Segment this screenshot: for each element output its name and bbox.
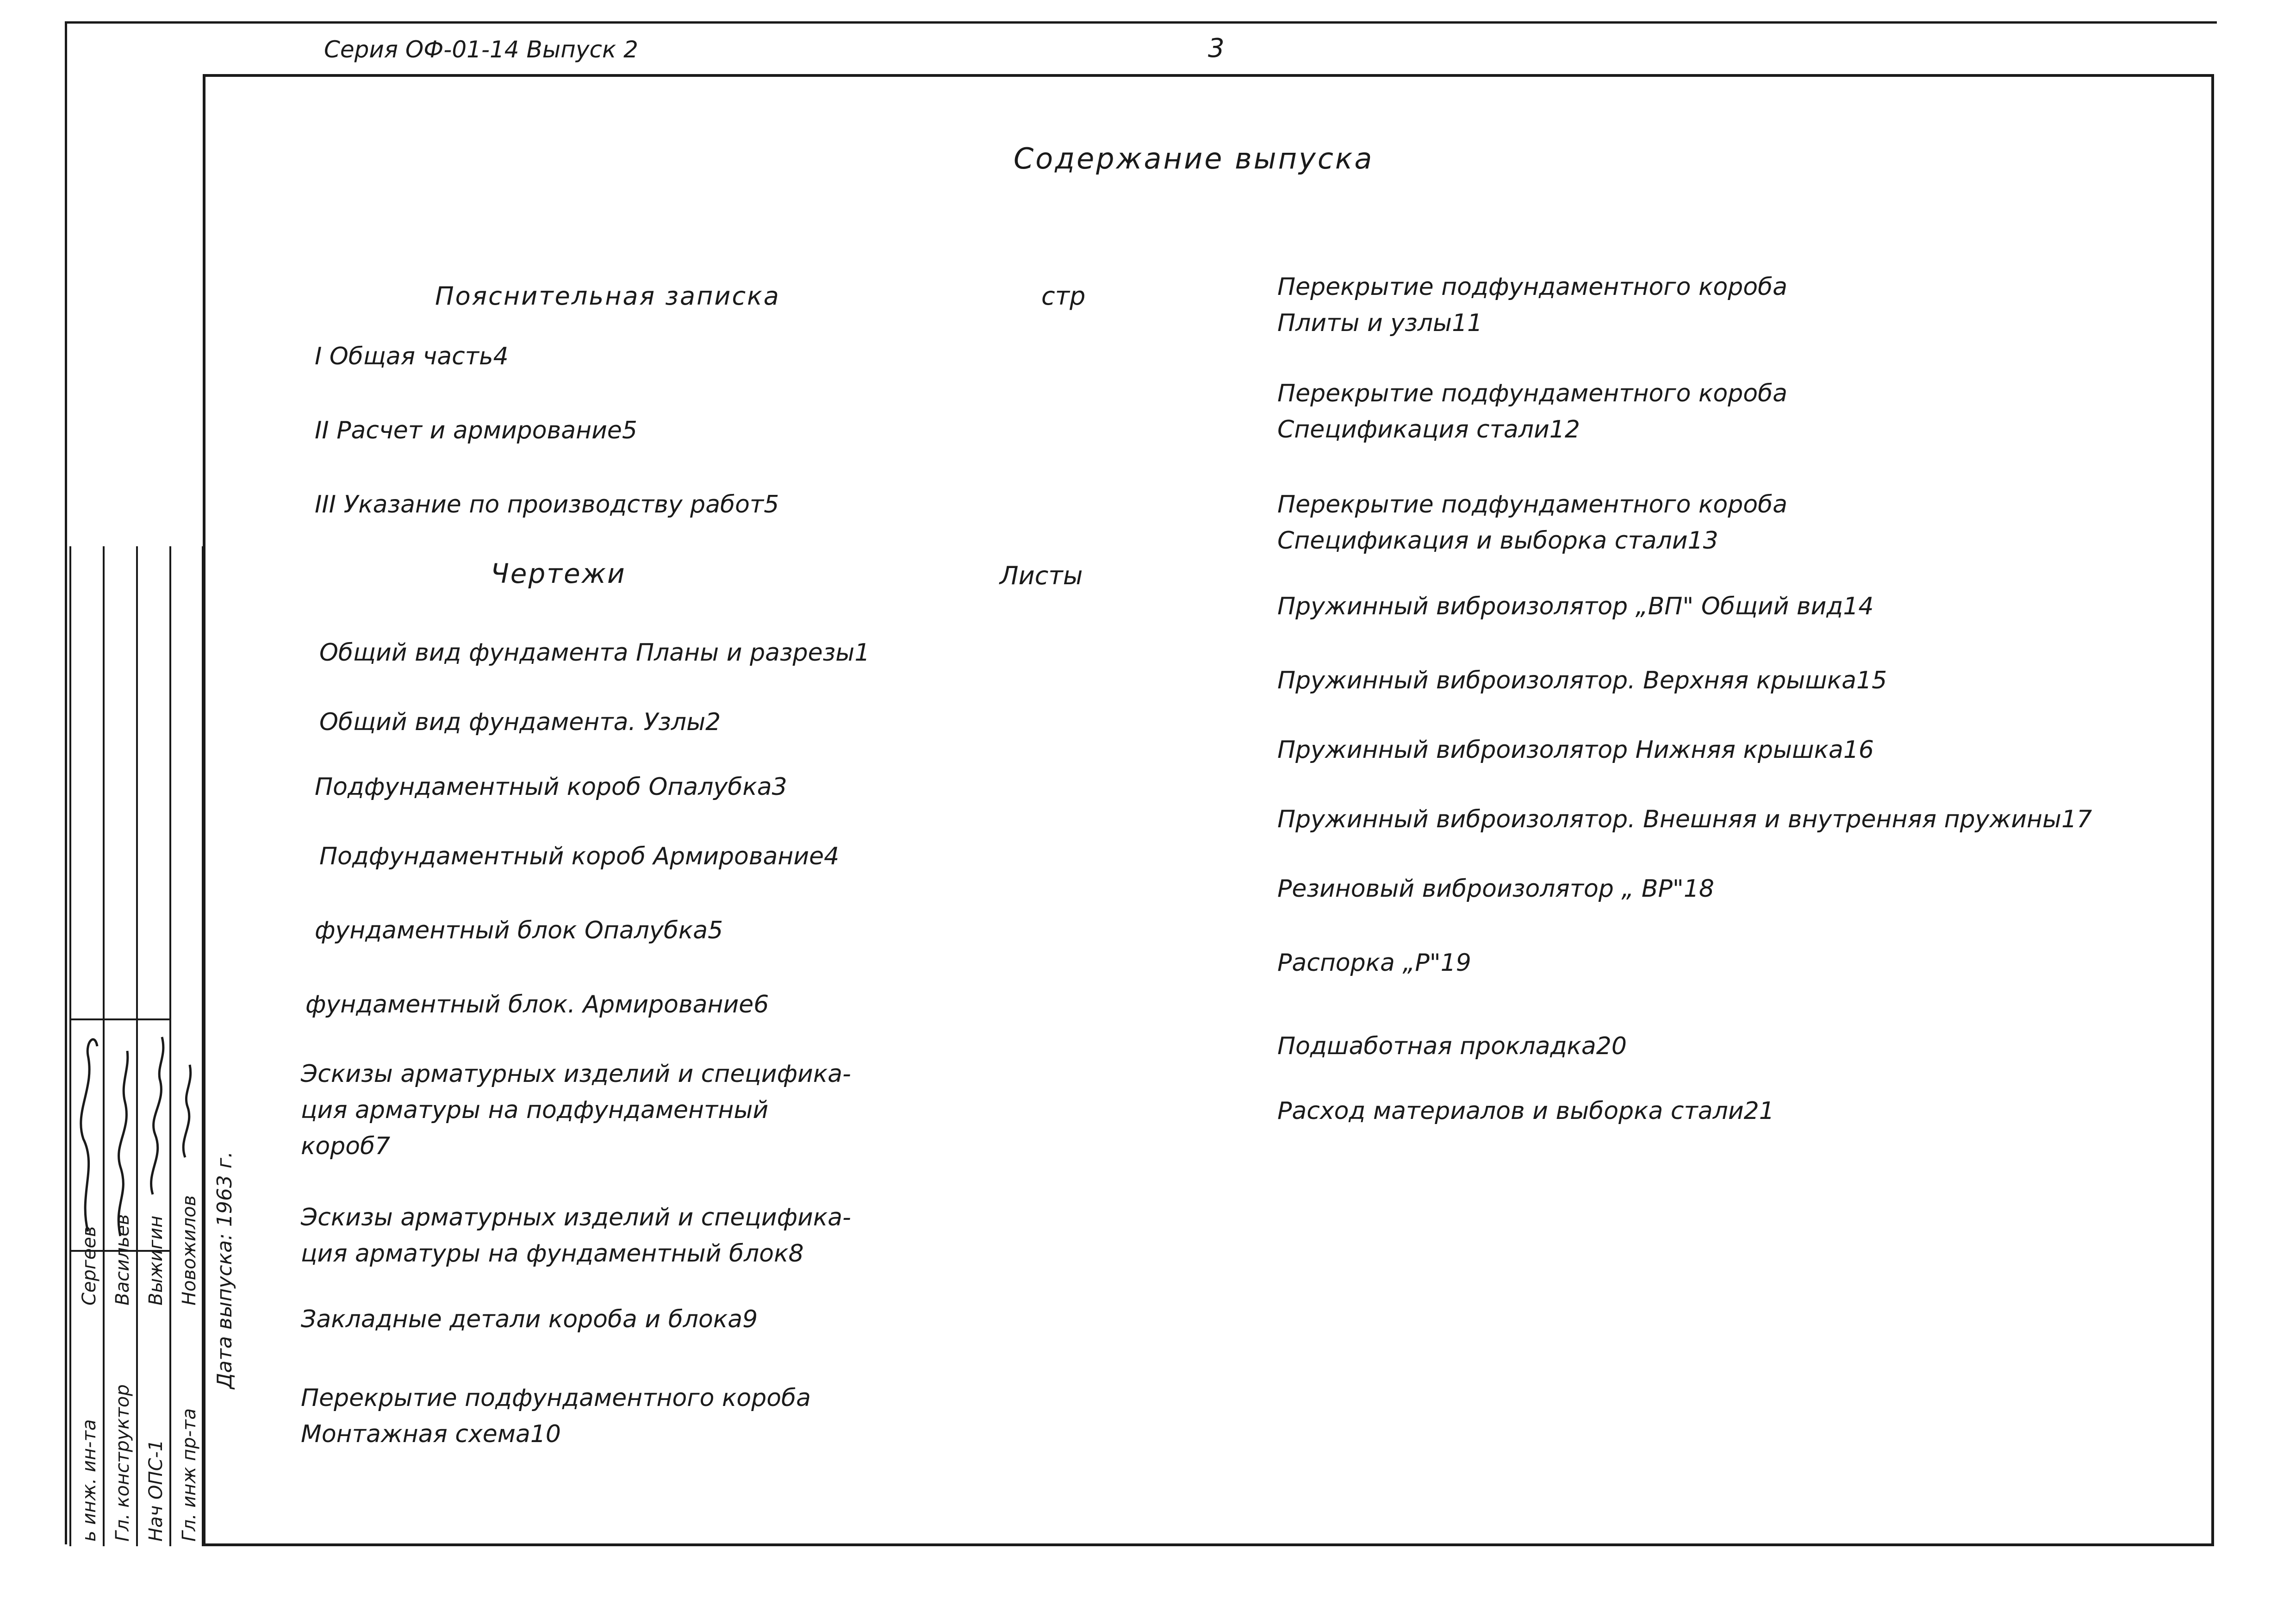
toc-page-number: 5 — [764, 491, 779, 518]
toc-page-number: 13 — [1687, 527, 1718, 555]
right-entry — [1277, 273, 2083, 337]
note-column-label: стр — [1041, 281, 1086, 311]
right-entry — [1277, 380, 2083, 443]
drawing-entry — [301, 1060, 1092, 1160]
toc-page-number: 21 — [1743, 1097, 1774, 1125]
right-entry — [1277, 667, 2083, 694]
toc-entry-label: I Общая часть — [315, 343, 493, 370]
toc-line-text: Перекрытие подфундаментного короба — [1277, 491, 1787, 518]
toc-line-text: Перекрытие подфундаментного короба — [301, 1384, 811, 1412]
drawing-entry — [315, 773, 1092, 801]
toc-page-number: 20 — [1596, 1032, 1627, 1060]
drawing-entry — [315, 917, 1092, 944]
toc-entry-label: фундаментный блок. Армирование — [305, 991, 754, 1018]
toc-page-number: 9 — [742, 1305, 758, 1333]
stamp-name: Выжигин — [145, 1215, 167, 1305]
stamp-date: Дата выпуска: 1963 г. — [213, 1151, 236, 1389]
toc-entry-label: короб — [301, 1132, 375, 1160]
toc-page-number: 14 — [1843, 593, 1874, 620]
toc-page-number: 5 — [622, 417, 637, 444]
stamp-name: Васильев — [112, 1214, 133, 1305]
toc-line-text: ция арматуры на подфундаментный — [301, 1096, 769, 1124]
toc-page-number: 6 — [753, 991, 769, 1018]
left-border-line — [65, 21, 67, 1544]
toc-entry-label: Спецификация стали — [1277, 416, 1549, 443]
signature-scribbles — [69, 1018, 204, 1241]
toc-entry-label: Общий вид фундамента. Узлы — [319, 708, 706, 736]
toc-page-number: 15 — [1856, 667, 1887, 694]
drawings-column-label: Листы — [1000, 561, 1083, 590]
toc-entry-label: Пружинный виброизолятор Нижняя крышка — [1277, 736, 1843, 764]
right-entry — [1277, 1097, 2083, 1125]
toc-page-number: 4 — [824, 843, 840, 870]
drawing-entry — [319, 843, 1092, 870]
page-number: 3 — [1208, 33, 1225, 63]
note-entry — [315, 417, 1083, 444]
toc-page-number: 1 — [854, 639, 870, 667]
toc-entry-label: Подфундаментный короб Армирование — [319, 843, 824, 870]
toc-page-number: 4 — [493, 343, 509, 370]
toc-entry-label: Общий вид фундамента Планы и разрезы — [319, 639, 855, 667]
right-entry — [1277, 806, 2092, 833]
drawing-entry — [301, 1204, 1092, 1268]
toc-entry-label: Плиты и узлы — [1277, 309, 1452, 337]
toc-page-number: 2 — [705, 708, 721, 736]
toc-entry-label: Подфундаментный короб Опалубка — [315, 773, 772, 801]
toc-entry-label: Спецификация и выборка стали — [1277, 527, 1688, 555]
right-entry — [1277, 875, 2083, 903]
drawing-entry — [319, 639, 1092, 667]
toc-entry-label: ция арматуры на фундаментный блок — [301, 1240, 789, 1268]
toc-page-number: 19 — [1440, 949, 1471, 977]
toc-entry-label: Распорка „Р" — [1277, 949, 1441, 977]
note-heading: Пояснительная записка — [435, 281, 780, 311]
toc-entry-label: III Указание по производству работ — [315, 491, 764, 518]
toc-page-number: 16 — [1843, 736, 1874, 764]
toc-entry-label: Пружинный виброизолятор „ВП" Общий вид — [1277, 593, 1843, 620]
right-entry — [1277, 736, 2083, 764]
right-entry — [1277, 949, 2083, 977]
toc-page-number: 3 — [772, 773, 787, 801]
toc-page-number: 10 — [530, 1420, 561, 1448]
toc-entry-label: Пружинный виброизолятор. Внешняя и внутренняя пружины — [1277, 806, 2062, 833]
note-entry — [315, 491, 1083, 518]
toc-page-number: 17 — [2061, 806, 2092, 833]
stamp-role: ь инж. ин-та — [79, 1419, 100, 1542]
title-stamp — [69, 546, 236, 1546]
toc-entry-label: Монтажная схема — [301, 1420, 530, 1448]
toc-page-number: 8 — [788, 1240, 804, 1268]
stamp-role: Нач ОПС-1 — [145, 1439, 167, 1542]
right-entry — [1277, 491, 2083, 555]
series-label: Серия ОФ-01-14 Выпуск 2 — [324, 36, 638, 63]
right-entry — [1277, 593, 2083, 620]
toc-page-number: 11 — [1452, 309, 1483, 337]
toc-page-number: 7 — [375, 1132, 391, 1160]
toc-entry-label: Закладные детали короба и блока — [301, 1305, 743, 1333]
toc-line-text: Эскизы арматурных изделий и специфика- — [301, 1060, 851, 1088]
note-entry — [315, 343, 1083, 370]
toc-line-text: Эскизы арматурных изделий и специфика- — [301, 1204, 851, 1231]
toc-page-number: 12 — [1549, 416, 1580, 443]
toc-entry-label: Подшаботная прокладка — [1277, 1032, 1596, 1060]
toc-page-number: 18 — [1683, 875, 1714, 903]
toc-entry-label: Пружинный виброизолятор. Верхняя крышка — [1277, 667, 1857, 694]
drawing-entry — [301, 1305, 1092, 1333]
right-entry — [1277, 1032, 2083, 1060]
page-title: Содержание выпуска — [1014, 142, 1374, 175]
toc-entry-label: Резиновый виброизолятор „ ВР" — [1277, 875, 1684, 903]
drawing-entry — [301, 1384, 1092, 1448]
stamp-name: Сергеев — [79, 1226, 100, 1305]
stamp-role: Гл. инж пр-та — [179, 1408, 200, 1542]
toc-entry-label: II Расчет и армирование — [315, 417, 622, 444]
toc-line-text: Перекрытие подфундаментного короба — [1277, 273, 1787, 301]
toc-page-number: 5 — [708, 917, 723, 944]
toc-entry-label: фундаментный блок Опалубка — [315, 917, 708, 944]
stamp-role: Гл. конструктор — [112, 1384, 133, 1542]
toc-entry-label: Расход материалов и выборка стали — [1277, 1097, 1744, 1125]
drawings-heading: Чертежи — [491, 558, 626, 589]
drawing-entry — [305, 991, 1092, 1018]
stamp-name: Новожилов — [179, 1195, 200, 1305]
drawing-entry — [319, 708, 1092, 736]
toc-line-text: Перекрытие подфундаментного короба — [1277, 380, 1787, 407]
top-border-line — [65, 21, 2217, 24]
